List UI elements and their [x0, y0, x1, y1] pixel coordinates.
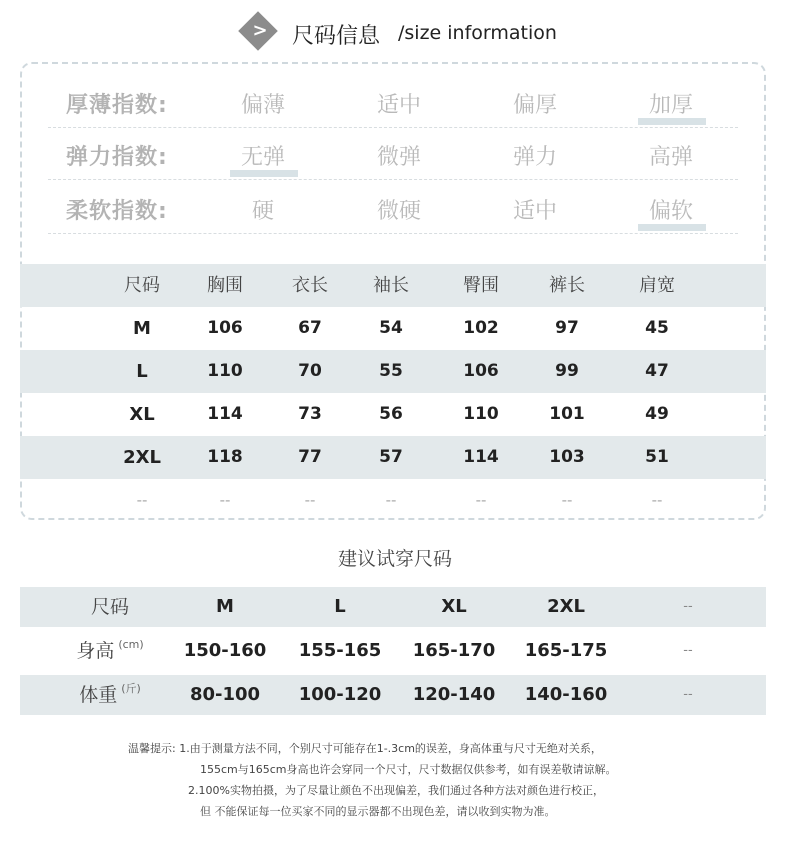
recommend-title: 建议试穿尺码 — [337, 548, 452, 570]
table-cell: -- — [561, 491, 573, 509]
size-table — [20, 264, 766, 522]
table-cell: 2XL — [123, 447, 161, 468]
table-cell: 106 — [207, 318, 243, 338]
index-label: 柔软指数: — [66, 199, 168, 224]
index-row — [48, 78, 738, 128]
table-cell: 肩宽 — [639, 275, 675, 296]
notes — [128, 738, 617, 822]
table-cell: 114 — [207, 404, 243, 424]
table-cell: M — [133, 318, 151, 339]
recommend-value: 165-170 — [412, 640, 496, 661]
divider — [48, 179, 738, 180]
recommend-extra: -- — [683, 599, 693, 614]
table-cell: 99 — [555, 361, 579, 381]
recommend-label-text: 尺码 — [90, 596, 129, 618]
index-option: 微弹 — [376, 145, 421, 170]
table-cell: 97 — [555, 318, 579, 338]
index-option: 偏软 — [648, 199, 693, 224]
recommend-value: 150-160 — [183, 640, 267, 661]
table-row — [20, 436, 766, 479]
index-label: 弹力指数: — [66, 145, 168, 170]
table-cell: 103 — [549, 447, 585, 467]
table-cell: 裤长 — [549, 275, 585, 296]
index-option: 高弹 — [648, 145, 693, 170]
index-row — [48, 130, 738, 180]
table-cell: L — [136, 361, 148, 382]
index-option: 弹力 — [512, 145, 557, 170]
recommend-value: 80-100 — [189, 684, 261, 705]
selected-indicator — [230, 170, 298, 177]
recommend-value: XL — [441, 596, 467, 617]
recommend-row — [20, 675, 766, 715]
table-cell: 54 — [379, 318, 403, 338]
table-header-row — [20, 264, 766, 307]
table-cell: 尺码 — [124, 275, 160, 296]
section-header — [0, 8, 790, 52]
table-cell: 胸围 — [207, 275, 243, 296]
recommend-table — [20, 587, 766, 719]
table-cell: 101 — [549, 404, 585, 424]
table-cell: 114 — [463, 447, 499, 467]
index-option: 微硬 — [376, 199, 421, 224]
table-cell: 51 — [645, 447, 669, 467]
table-cell: 47 — [645, 361, 669, 381]
divider — [48, 233, 738, 234]
table-cell: 45 — [645, 318, 669, 338]
note-line-4: 但 不能保证每一位买家不同的显示器都不出现色差，请以收到实物为准。 — [200, 805, 556, 818]
recommend-value: 100-120 — [298, 684, 382, 705]
index-label: 厚薄指数: — [66, 93, 168, 118]
table-cell: -- — [136, 491, 148, 509]
selected-indicator — [638, 118, 706, 125]
table-cell: 118 — [207, 447, 243, 467]
recommend-row — [20, 631, 766, 671]
table-cell: -- — [651, 491, 663, 509]
recommend-value: L — [334, 596, 346, 617]
table-cell: 110 — [463, 404, 499, 424]
table-cell: 55 — [379, 361, 403, 381]
recommend-label-text: 体重 — [79, 684, 118, 706]
recommend-value: 120-140 — [412, 684, 496, 705]
index-option: 加厚 — [648, 93, 693, 118]
chevron-right-icon: > — [252, 20, 268, 41]
table-cell: 73 — [298, 404, 322, 424]
table-row — [20, 479, 766, 522]
table-cell: -- — [304, 491, 316, 509]
index-option: 偏厚 — [512, 93, 557, 118]
table-cell: 67 — [298, 318, 322, 338]
table-cell: 衣长 — [292, 275, 328, 296]
table-row — [20, 393, 766, 436]
recommend-row — [20, 587, 766, 627]
title-chinese: 尺码信息 — [292, 24, 381, 49]
selected-indicator — [638, 224, 706, 231]
recommend-extra: -- — [683, 687, 693, 702]
title-english: /size information — [398, 22, 557, 44]
index-option: 适中 — [512, 199, 557, 224]
note-line-2: 155cm与165cm身高也许会穿同一个尺寸，尺寸数据仅供参考，如有误差敬请谅解。 — [200, 763, 617, 776]
recommend-unit: (斤) — [121, 682, 141, 695]
index-row — [48, 184, 738, 234]
table-cell: XL — [129, 404, 155, 425]
table-cell: -- — [385, 491, 397, 509]
table-cell: 106 — [463, 361, 499, 381]
recommend-value: 165-175 — [524, 640, 608, 661]
index-option: 偏薄 — [240, 93, 285, 118]
table-cell: -- — [219, 491, 231, 509]
recommend-label-text: 身高 — [76, 640, 115, 662]
table-cell: 臀围 — [463, 275, 499, 296]
recommend-extra: -- — [683, 643, 693, 658]
table-cell: -- — [475, 491, 487, 509]
table-row — [20, 307, 766, 350]
table-cell: 77 — [298, 447, 322, 467]
index-option: 硬 — [251, 199, 274, 224]
index-option: 适中 — [376, 93, 421, 118]
divider — [48, 127, 738, 128]
table-cell: 袖长 — [373, 275, 409, 296]
table-cell: 57 — [379, 447, 403, 467]
recommend-unit: (cm) — [118, 638, 144, 651]
recommend-value: 155-165 — [298, 640, 382, 661]
recommend-value: 140-160 — [524, 684, 608, 705]
table-cell: 70 — [298, 361, 322, 381]
note-line-1: 温馨提示: 1.由于测量方法不同，个别尺寸可能存在1-.3cm的误差，身高体重与尺寸无绝对关系， — [128, 742, 602, 755]
table-cell: 49 — [645, 404, 669, 424]
recommend-value: 2XL — [547, 596, 585, 617]
table-cell: 56 — [379, 404, 403, 424]
table-cell: 110 — [207, 361, 243, 381]
table-cell: 102 — [463, 318, 499, 338]
note-line-3: 2.100%实物拍摄，为了尽量让颜色不出现偏差，我们通过各种方法对颜色进行校正， — [188, 784, 604, 797]
index-option: 无弹 — [240, 145, 285, 170]
table-row — [20, 350, 766, 393]
recommend-value: M — [216, 596, 234, 617]
